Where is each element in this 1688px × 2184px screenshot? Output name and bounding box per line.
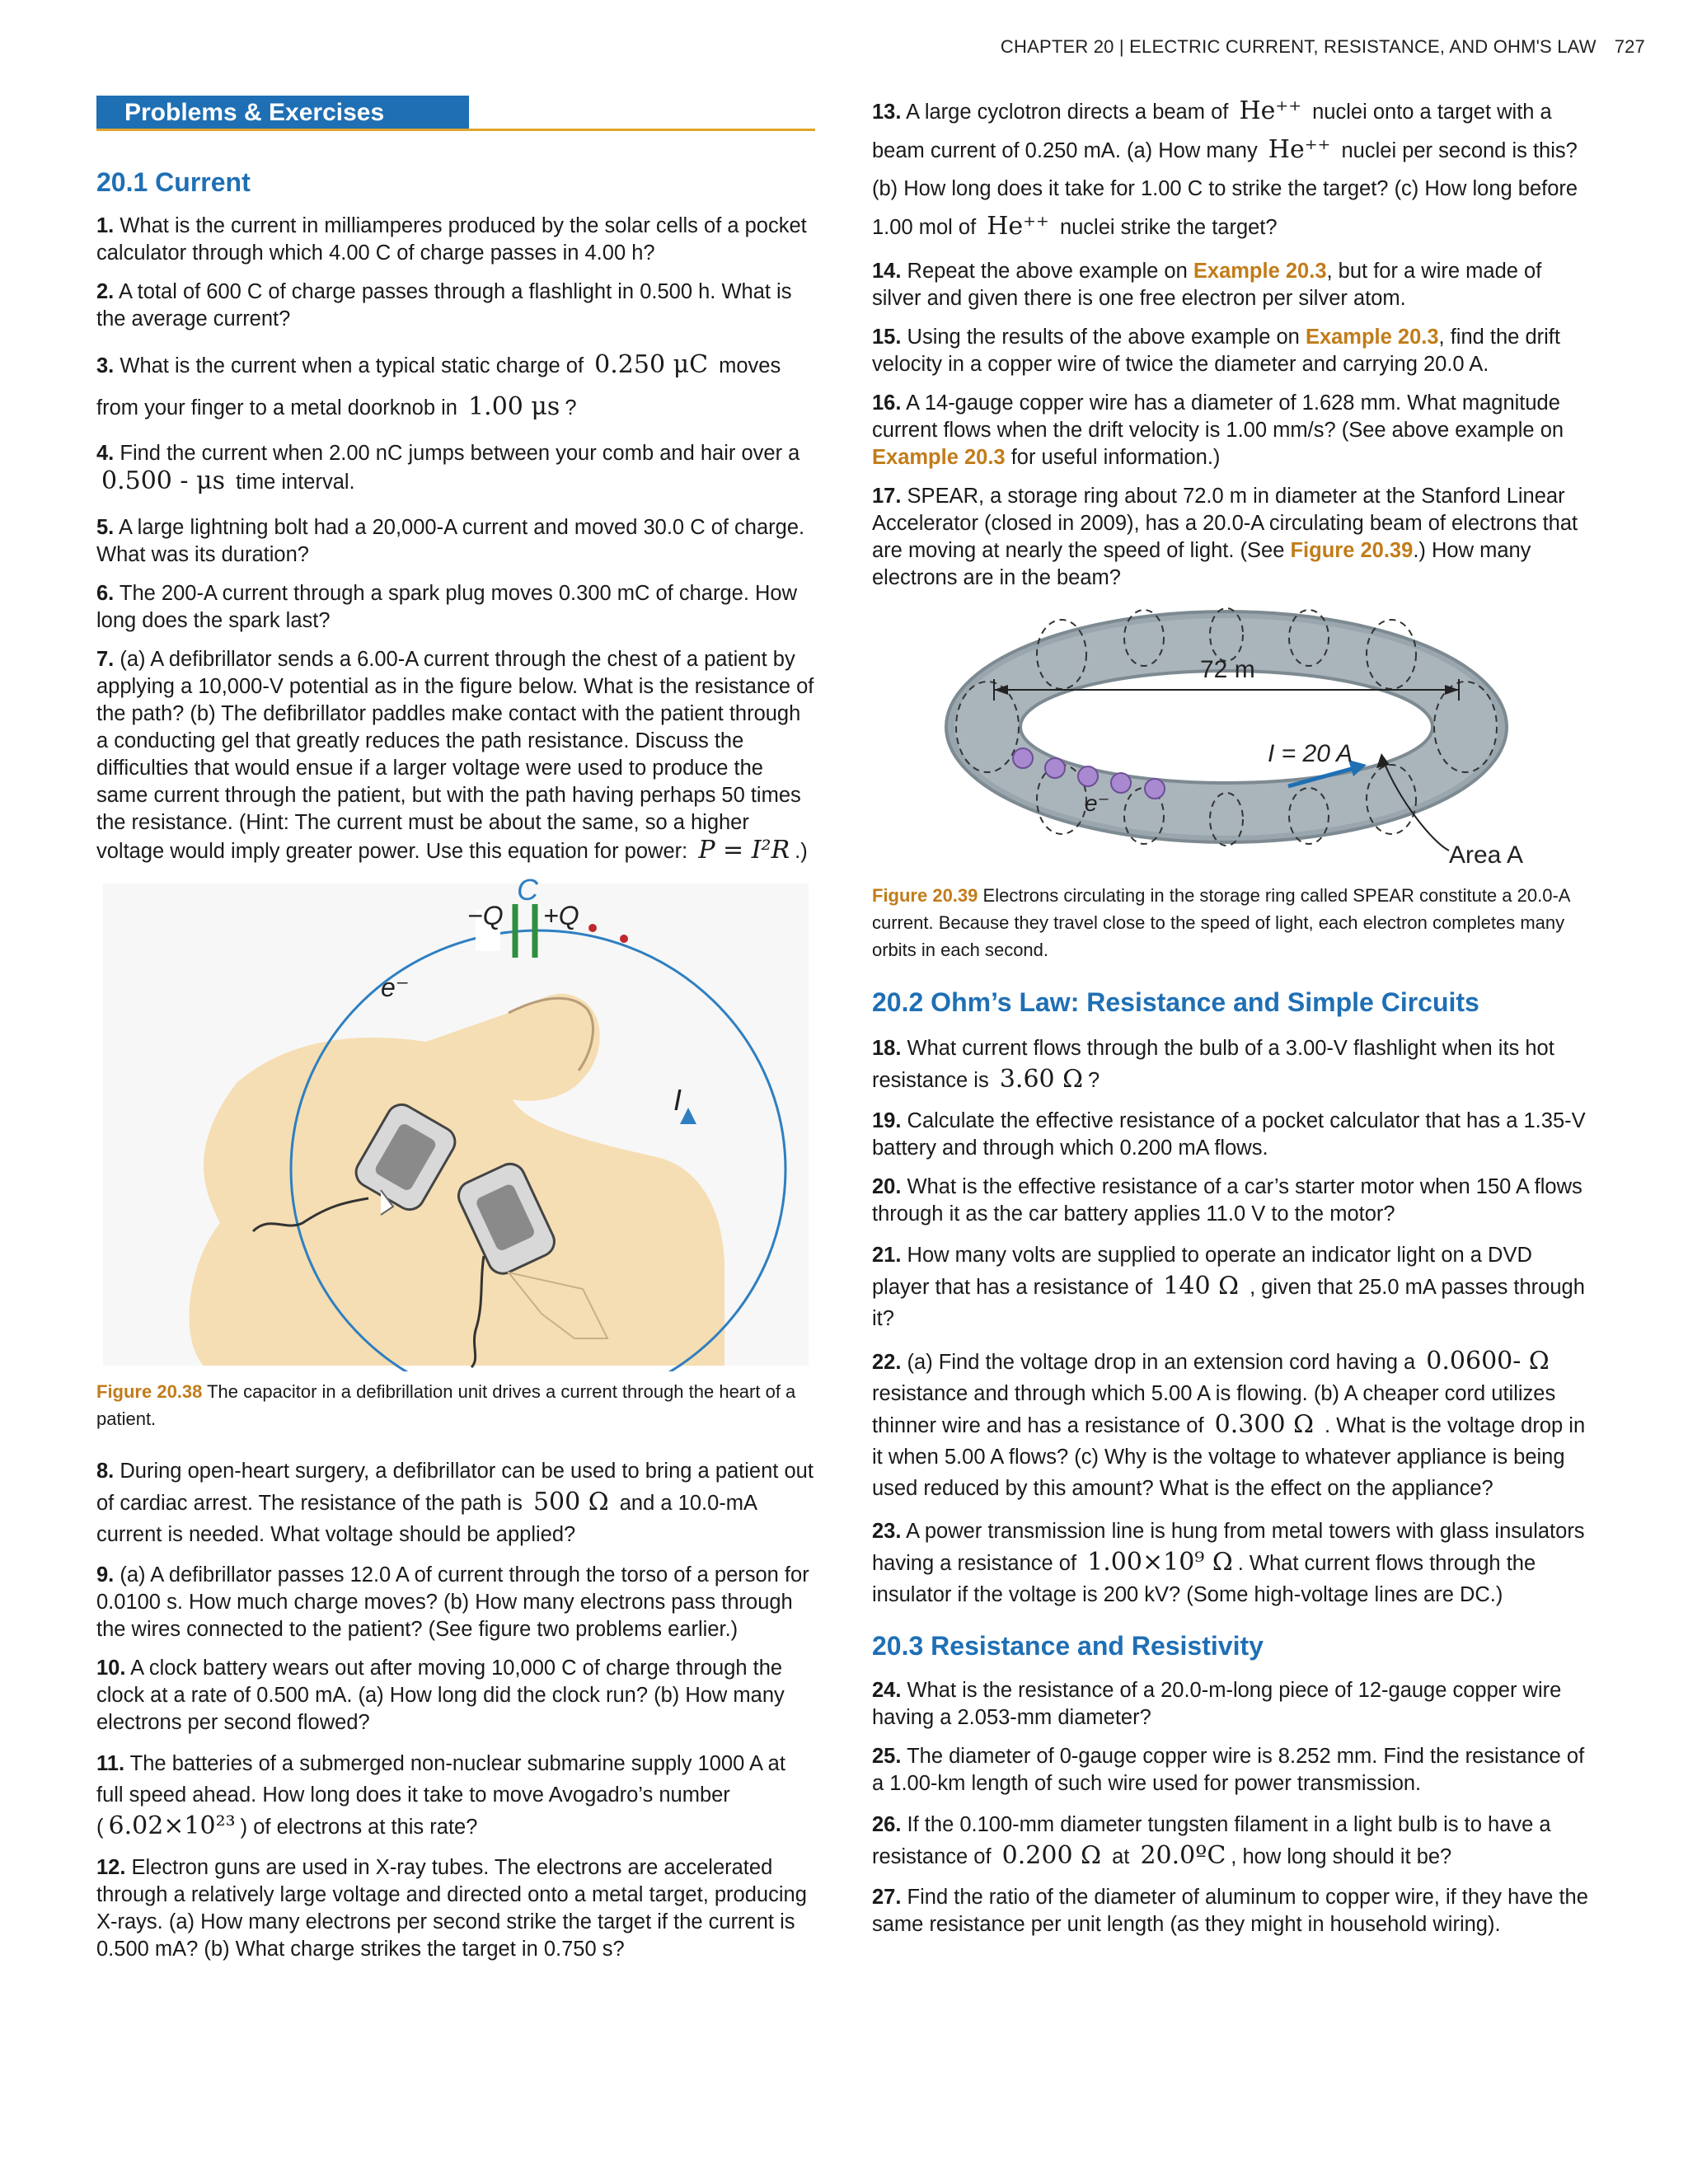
math-expression: 0.250 μC [594, 350, 709, 380]
label-diameter: 72 m [1200, 656, 1255, 683]
figure-20-38-defibrillator [96, 877, 815, 1371]
math-expression: 6.02×10²³ [108, 1811, 236, 1841]
math-expression: 0.300 Ω [1214, 1410, 1314, 1440]
charge-dot [620, 935, 628, 943]
math-expression: 1.00×10⁹ Ω [1087, 1548, 1233, 1577]
page-number: 727 [1614, 36, 1645, 57]
banner-rule [96, 129, 815, 131]
problem-5: 5. A large lightning bolt had a 20,000-A current and moved 30.0 C of charge. What was its duration? [96, 516, 805, 567]
math-expression: He⁺⁺ [1268, 135, 1331, 164]
left-column [96, 92, 815, 1975]
section-heading-20-1: 20.1 Current [96, 167, 251, 197]
math-expression: 0.0600- Ω [1426, 1347, 1550, 1376]
label-area: Area A [1449, 841, 1524, 869]
problem-3: 3. What is the current when a typical static charge of 0.250 μC moves from your finger to a metal doorknob in 1.00 μs ? [96, 350, 781, 422]
chapter-title: CHAPTER 20 | ELECTRIC CURRENT, RESISTANCE, AND OHM'S LAW [1000, 36, 1597, 57]
label-electron: e⁻ [381, 972, 410, 1003]
problem-1: 1. What is the current in milliamperes produced by the solar cells of a pocket calculator through which 4.00 C of charge passes in 4.00 h? [96, 214, 807, 265]
label-positive-charge: +Q [543, 901, 579, 931]
math-expression: 0.200 Ω [1001, 1840, 1101, 1870]
math-expression: P = I²R [698, 836, 790, 865]
problem-6: 6. The 200-A current through a spark plug moves 0.300 mC of charge. How long does the spark last? [96, 582, 798, 633]
problem-20: 20. What is the effective resistance of a car’s starter motor when 150 A flows through it as the car battery applies 11.0 V to the motor? [872, 1175, 1582, 1226]
math-expression: 140 Ω [1163, 1272, 1239, 1301]
problems-banner [96, 92, 815, 132]
math-expression: He⁺⁺ [987, 212, 1049, 241]
label-capacitor: C [517, 877, 538, 907]
problem-10: 10. A clock battery wears out after moving 10,000 C of charge through the clock at a rate of 0.500 mA. (a) How long did the clock run? (b) How many electrons per second flowed? [96, 1657, 785, 1735]
problem-22: 22. (a) Find the voltage drop in an extension cord having a 0.0600- Ω resistance and through which 5.00 A is flowing. (b) A cheaper cord utilizes thinner wire and has a resistance of 0.300 Ω . What is the voltage drop in it when 5.00 A flows? (c) Why is the voltage to whatever appliance is being used reduced by this amount? What is the effect on the appliance? [872, 1347, 1586, 1501]
problem-14: 14. Repeat the above example on Example 20.3, but for a wire made of silver and given there is one free electron per silver atom. [872, 260, 1542, 310]
example-link[interactable]: Example 20.3 [872, 446, 1006, 469]
problem-18: 18. What current flows through the bulb of a 3.00-V flashlight when its hot resistance is 3.60 Ω ? [872, 1037, 1554, 1094]
math-expression: 1.00 μs [468, 392, 560, 422]
problem-15: 15. Using the results of the above example on Example 20.3, find the drift velocity in a copper wire of twice the diameter and carrying 20.0 A. [872, 326, 1560, 376]
problem-2: 2. A total of 600 C of charge passes through a flashlight in 0.500 h. What is the average current? [96, 280, 792, 331]
label-current: I = 20 A [1268, 740, 1353, 767]
section-heading-20-3: 20.3 Resistance and Resistivity [872, 1631, 1264, 1661]
section-heading-20-2: 20.2 Ohm’s Law: Resistance and Simple Circuits [872, 987, 1479, 1017]
math-expression: 3.60 Ω [999, 1065, 1084, 1094]
problem-24: 24. What is the resistance of a 20.0-m-long piece of 12-gauge copper wire having a 2.053-mm diameter? [872, 1678, 1562, 1729]
figure-link[interactable]: Figure 20.39 [1290, 539, 1414, 562]
label-current: I [673, 1083, 682, 1118]
problem-9: 9. (a) A defibrillator passes 12.0 A of current through the torso of a person for 0.0100 s. How much charge moves? (b) How many electrons pass through the wires connected to the patient? (See figure two problems earlier.) [96, 1563, 809, 1642]
problem-27: 27. Find the ratio of the diameter of aluminum to copper wire, if they have the same resistance per unit length (as they might in household wiring). [872, 1885, 1588, 1936]
problem-13: 13. A large cyclotron directs a beam of He⁺⁺ nuclei onto a target with a beam current of 0.250 mA. (a) How many He⁺⁺ nuclei per second is this? (b) How long does it take for 1.00 C to strike the target? (c) How long before 1.00 mol of He⁺⁺ nuclei strike the target? [872, 96, 1578, 241]
example-link[interactable]: Example 20.3 [1305, 326, 1439, 349]
math-expression: 0.500 - μs [101, 466, 225, 496]
math-expression: 20.0ºC [1140, 1840, 1226, 1870]
math-expression: He⁺⁺ [1239, 96, 1302, 125]
problem-12: 12. Electron guns are used in X-ray tubes. The electrons are accelerated through a relatively large voltage and directed onto a metal target, producing X-rays. (a) How many electrons per second strike the target if the current is 0.500 mA? (b) What charge strikes the target in 0.750 s? [96, 1856, 807, 1961]
problem-19: 19. Calculate the effective resistance of a pocket calculator that has a 1.35-V battery and through which 0.200 mA flows. [872, 1109, 1586, 1160]
problem-7: 7. (a) A defibrillator sends a 6.00-A current through the chest of a patient by applying a 10,000-V potential as in the figure below. What is the resistance of the path? (b) The defibrillator paddles make contact with the patient through a conducting gel that greatly reduces the path resistance. Discuss the difficulties that would ensue if a larger voltage were used to produce the same current through the patient, but with the path having perhaps 50 times the resistance. (Hint: The current must be about the same, so a higher voltage would imply greater power. Use this equation for power: P = I²R .) [96, 648, 814, 865]
figure-20-39-spear-ring [872, 603, 1591, 875]
label-negative-charge: −Q [467, 901, 504, 931]
problem-4: 4. Find the current when 2.00 nC jumps between your comb and hair over a 0.500 - μs time interval. [96, 442, 800, 496]
problem-11: 11. The batteries of a submerged non-nuclear submarine supply 1000 A at full speed ahead. How long does it take to move Avogadro’s number ( 6.02×10²³ ) of electrons at this rate? [96, 1752, 785, 1841]
problem-21: 21. How many volts are supplied to operate an indicator light on a DVD player that has a resistance of 140 Ω , given that 25.0 mA passes through it? [872, 1244, 1585, 1331]
right-column [872, 92, 1591, 1950]
example-link[interactable]: Example 20.3 [1193, 260, 1327, 283]
problem-25: 25. The diameter of 0-gauge copper wire is 8.252 mm. Find the resistance of a 1.00-km length of such wire used for power transmission. [872, 1744, 1585, 1795]
math-expression: 500 Ω [532, 1488, 609, 1517]
figure-20-39-caption: Figure 20.39 Electrons circulating in the storage ring called SPEAR constitute a 20.0-A current. Because they travel close to the speed of light, each electron completes many orbits in each second. [872, 885, 1570, 960]
problem-8: 8. During open-heart surgery, a defibrillator can be used to bring a patient out of cardiac arrest. The resistance of the path is 500 Ω and a 10.0-mA current is needed. What voltage should be applied? [96, 1460, 814, 1547]
problem-23: 23. A power transmission line is hung from metal towers with glass insulators having a resistance of 1.00×10⁹ Ω . What current flows through the insulator if the voltage is 200 kV? (Some high-voltage lines are DC.) [872, 1520, 1585, 1607]
banner-title: Problems & Exercises [96, 96, 469, 130]
charge-dot [588, 924, 597, 932]
problem-17: 17. SPEAR, a storage ring about 72.0 m in diameter at the Stanford Linear Accelerator (closed in 2009), has a 20.0-A circulating beam of electrons that are moving at nearly the speed of light. (See Figure 20.39.) How many electrons are in the beam? [872, 485, 1578, 589]
problem-26: 26. If the 0.100-mm diameter tungsten filament in a light bulb is to have a resistance of 0.200 Ω at 20.0ºC , how long should it be? [872, 1812, 1551, 1870]
figure-20-38-caption: Figure 20.38 The capacitor in a defibrillation unit drives a current through the heart of a patient. [96, 1381, 796, 1430]
label-electron: e⁻ [1085, 790, 1110, 816]
problem-16: 16. A 14-gauge copper wire has a diameter of 1.628 mm. What magnitude current flows when the drift velocity is 1.00 mm/s? (See above example on Example 20.3 for useful information.) [872, 391, 1564, 469]
running-head [1001, 36, 1645, 58]
